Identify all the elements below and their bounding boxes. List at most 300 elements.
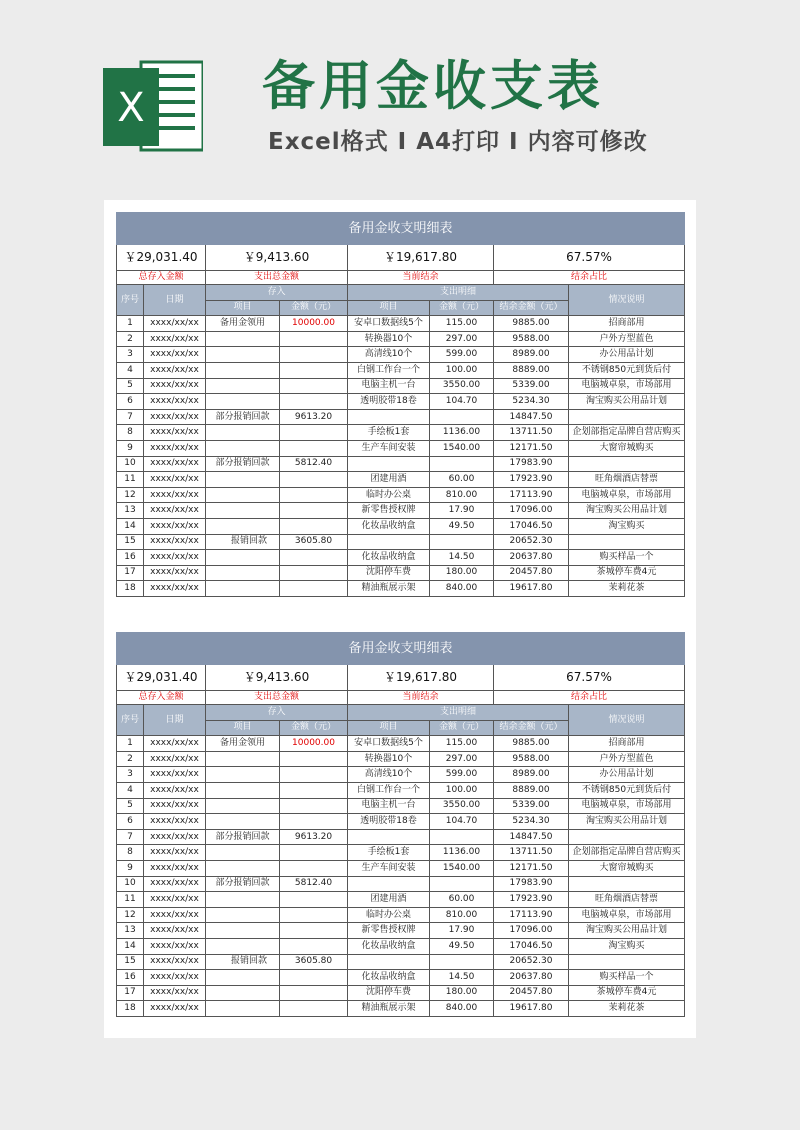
balance-amount: 20637.80 xyxy=(494,970,569,986)
deposit-amount xyxy=(280,472,348,488)
row-index: 13 xyxy=(117,923,144,939)
deposit-amount xyxy=(280,892,348,908)
deposit-item xyxy=(206,782,280,798)
balance-amount: 17113.90 xyxy=(494,487,569,503)
header-deposit-item: 项目 xyxy=(206,720,280,736)
deposit-item: 报销回款 xyxy=(206,954,280,970)
expense-amount: 180.00 xyxy=(430,565,494,581)
expense-amount: 60.00 xyxy=(430,472,494,488)
note xyxy=(569,409,685,425)
row-date: xxxx/xx/xx xyxy=(144,954,206,970)
balance-amount: 17113.90 xyxy=(494,907,569,923)
deposit-item xyxy=(206,581,280,597)
row-date: xxxx/xx/xx xyxy=(144,938,206,954)
excel-logo-icon xyxy=(103,60,203,152)
row-date: xxxx/xx/xx xyxy=(144,829,206,845)
balance-amount: 17046.50 xyxy=(494,938,569,954)
deposit-amount xyxy=(280,362,348,378)
note: 户外方型蓝色 xyxy=(569,751,685,767)
balance-amount: 13711.50 xyxy=(494,845,569,861)
table-row xyxy=(117,425,685,441)
expense-item: 化妆品收纳盒 xyxy=(348,938,430,954)
deposit-item xyxy=(206,503,280,519)
note: 淘宝购买 xyxy=(569,938,685,954)
deposit-amount xyxy=(280,487,348,503)
expense-item: 转换器10个 xyxy=(348,331,430,347)
header-balance: 结余金额（元） xyxy=(494,720,569,736)
balance-amount: 9588.00 xyxy=(494,331,569,347)
table-row xyxy=(117,518,685,534)
expense-amount: 115.00 xyxy=(430,316,494,332)
expense-amount xyxy=(430,829,494,845)
table-row xyxy=(117,767,685,783)
expense-item: 安卓口数据线5个 xyxy=(348,736,430,752)
deposit-amount xyxy=(280,923,348,939)
balance-amount: 20457.80 xyxy=(494,985,569,1001)
table-row xyxy=(117,798,685,814)
note: 户外方型蓝色 xyxy=(569,331,685,347)
deposit-amount xyxy=(280,767,348,783)
balance-amount: 8889.00 xyxy=(494,362,569,378)
balance-amount: 5234.30 xyxy=(494,394,569,410)
expense-amount: 3550.00 xyxy=(430,378,494,394)
row-date: xxxx/xx/xx xyxy=(144,503,206,519)
header-expense-item: 项目 xyxy=(348,720,430,736)
deposit-amount: 3605.80 xyxy=(280,954,348,970)
balance-amount: 5339.00 xyxy=(494,798,569,814)
note: 购买样品一个 xyxy=(569,550,685,566)
row-index: 8 xyxy=(117,425,144,441)
table-row xyxy=(117,487,685,503)
table-row xyxy=(117,782,685,798)
row-index: 7 xyxy=(117,409,144,425)
table-row xyxy=(117,581,685,597)
row-index: 3 xyxy=(117,347,144,363)
header-deposit: 存入 xyxy=(206,705,348,721)
expense-item xyxy=(348,456,430,472)
table-row xyxy=(117,378,685,394)
row-index: 9 xyxy=(117,860,144,876)
deposit-amount xyxy=(280,970,348,986)
note: 茶城停车费4元 xyxy=(569,985,685,1001)
deposit-amount xyxy=(280,581,348,597)
row-date: xxxx/xx/xx xyxy=(144,814,206,830)
note: 淘宝购买公用品计划 xyxy=(569,814,685,830)
table-body xyxy=(117,316,685,597)
balance-amount: 8889.00 xyxy=(494,782,569,798)
balance-amount: 19617.80 xyxy=(494,581,569,597)
deposit-amount xyxy=(280,860,348,876)
deposit-amount xyxy=(280,331,348,347)
current-balance-value: ￥19,617.80 xyxy=(348,245,494,271)
row-date: xxxx/xx/xx xyxy=(144,907,206,923)
deposit-item: 部分报销回款 xyxy=(206,456,280,472)
expense-amount: 49.50 xyxy=(430,938,494,954)
row-date: xxxx/xx/xx xyxy=(144,565,206,581)
deposit-item xyxy=(206,860,280,876)
note: 招商部用 xyxy=(569,736,685,752)
row-index: 12 xyxy=(117,907,144,923)
expense-amount: 1540.00 xyxy=(430,860,494,876)
row-date: xxxx/xx/xx xyxy=(144,751,206,767)
balance-ratio-label: 结余占比 xyxy=(494,271,685,285)
note: 淘宝购买公用品计划 xyxy=(569,394,685,410)
deposit-amount xyxy=(280,347,348,363)
table-row xyxy=(117,736,685,752)
logo-letter: X xyxy=(117,85,145,131)
deposit-item xyxy=(206,798,280,814)
deposit-amount: 5812.40 xyxy=(280,876,348,892)
deposit-amount: 10000.00 xyxy=(280,316,348,332)
expense-amount: 17.90 xyxy=(430,923,494,939)
deposit-amount xyxy=(280,394,348,410)
page-header xyxy=(0,0,800,200)
balance-amount: 17046.50 xyxy=(494,518,569,534)
expense-amount: 14.50 xyxy=(430,970,494,986)
note: 旺角烟酒店替票 xyxy=(569,472,685,488)
deposit-item xyxy=(206,938,280,954)
row-date: xxxx/xx/xx xyxy=(144,409,206,425)
balance-amount: 9885.00 xyxy=(494,316,569,332)
row-date: xxxx/xx/xx xyxy=(144,767,206,783)
expense-amount xyxy=(430,876,494,892)
balance-amount: 9885.00 xyxy=(494,736,569,752)
deposit-amount xyxy=(280,907,348,923)
expense-amount: 60.00 xyxy=(430,892,494,908)
total-expense-value: ￥9,413.60 xyxy=(206,665,348,691)
petty-cash-table xyxy=(116,632,685,1017)
row-date: xxxx/xx/xx xyxy=(144,550,206,566)
note: 不锈钢850元到货后付 xyxy=(569,782,685,798)
balance-amount: 17983.90 xyxy=(494,456,569,472)
expense-amount: 100.00 xyxy=(430,782,494,798)
table-row xyxy=(117,829,685,845)
note: 茉莉花茶 xyxy=(569,1001,685,1017)
expense-amount: 3550.00 xyxy=(430,798,494,814)
balance-amount: 14847.50 xyxy=(494,409,569,425)
deposit-amount xyxy=(280,503,348,519)
expense-amount: 115.00 xyxy=(430,736,494,752)
row-date: xxxx/xx/xx xyxy=(144,394,206,410)
expense-item: 白钢工作台一个 xyxy=(348,782,430,798)
expense-item: 白钢工作台一个 xyxy=(348,362,430,378)
note xyxy=(569,954,685,970)
row-date: xxxx/xx/xx xyxy=(144,985,206,1001)
table-row xyxy=(117,316,685,332)
balance-amount: 9588.00 xyxy=(494,751,569,767)
balance-amount: 8989.00 xyxy=(494,767,569,783)
header-deposit-amount: 金额（元） xyxy=(280,300,348,316)
row-date: xxxx/xx/xx xyxy=(144,845,206,861)
expense-item: 团建用酒 xyxy=(348,892,430,908)
row-date: xxxx/xx/xx xyxy=(144,798,206,814)
row-index: 6 xyxy=(117,814,144,830)
balance-amount: 5339.00 xyxy=(494,378,569,394)
expense-amount: 49.50 xyxy=(430,518,494,534)
deposit-amount xyxy=(280,782,348,798)
total-deposit-value: ￥29,031.40 xyxy=(117,245,206,271)
expense-item: 手绘板1套 xyxy=(348,845,430,861)
note: 大窗帘城购买 xyxy=(569,440,685,456)
expense-item: 高清线10个 xyxy=(348,767,430,783)
row-date: xxxx/xx/xx xyxy=(144,316,206,332)
note: 购买样品一个 xyxy=(569,970,685,986)
expense-item: 安卓口数据线5个 xyxy=(348,316,430,332)
expense-amount: 599.00 xyxy=(430,347,494,363)
deposit-item xyxy=(206,394,280,410)
deposit-item xyxy=(206,970,280,986)
row-date: xxxx/xx/xx xyxy=(144,970,206,986)
expense-amount: 840.00 xyxy=(430,1001,494,1017)
total-expense-label: 支出总金额 xyxy=(206,691,348,705)
table-row xyxy=(117,907,685,923)
expense-amount: 1136.00 xyxy=(430,845,494,861)
header-index: 序号 xyxy=(117,285,144,316)
deposit-item xyxy=(206,487,280,503)
expense-amount: 297.00 xyxy=(430,331,494,347)
row-index: 8 xyxy=(117,845,144,861)
header-date: 日期 xyxy=(144,705,206,736)
expense-item: 新零售授权牌 xyxy=(348,923,430,939)
header-note: 情况说明 xyxy=(569,705,685,736)
table-row xyxy=(117,954,685,970)
expense-amount xyxy=(430,409,494,425)
deposit-amount xyxy=(280,814,348,830)
expense-item: 转换器10个 xyxy=(348,751,430,767)
deposit-amount xyxy=(280,550,348,566)
header-note: 情况说明 xyxy=(569,285,685,316)
note: 招商部用 xyxy=(569,316,685,332)
deposit-amount xyxy=(280,845,348,861)
row-date: xxxx/xx/xx xyxy=(144,440,206,456)
table-row xyxy=(117,503,685,519)
table-title: 备用金收支明细表 xyxy=(117,213,685,245)
row-index: 15 xyxy=(117,534,144,550)
table-row xyxy=(117,456,685,472)
balance-amount: 20652.30 xyxy=(494,954,569,970)
expense-item: 化妆品收纳盒 xyxy=(348,550,430,566)
expense-amount: 100.00 xyxy=(430,362,494,378)
expense-item: 生产车间安装 xyxy=(348,860,430,876)
row-index: 1 xyxy=(117,316,144,332)
balance-amount: 12171.50 xyxy=(494,860,569,876)
note: 大窗帘城购买 xyxy=(569,860,685,876)
row-index: 1 xyxy=(117,736,144,752)
balance-amount: 5234.30 xyxy=(494,814,569,830)
expense-amount: 810.00 xyxy=(430,487,494,503)
expense-item: 沈阳停车费 xyxy=(348,985,430,1001)
current-balance-label: 当前结余 xyxy=(348,271,494,285)
row-index: 2 xyxy=(117,331,144,347)
header-expense-item: 项目 xyxy=(348,300,430,316)
expense-item xyxy=(348,829,430,845)
deposit-amount: 9613.20 xyxy=(280,409,348,425)
note: 办公用品计划 xyxy=(569,347,685,363)
note: 淘宝购买公用品计划 xyxy=(569,923,685,939)
deposit-amount: 10000.00 xyxy=(280,736,348,752)
balance-ratio-value: 67.57% xyxy=(494,245,685,271)
balance-amount: 20637.80 xyxy=(494,550,569,566)
total-expense-value: ￥9,413.60 xyxy=(206,245,348,271)
note: 茉莉花茶 xyxy=(569,581,685,597)
deposit-amount xyxy=(280,798,348,814)
deposit-item xyxy=(206,814,280,830)
table-row xyxy=(117,814,685,830)
note: 旺角烟酒店替票 xyxy=(569,892,685,908)
expense-amount: 840.00 xyxy=(430,581,494,597)
table-row xyxy=(117,331,685,347)
balance-amount: 12171.50 xyxy=(494,440,569,456)
balance-amount: 19617.80 xyxy=(494,1001,569,1017)
expense-amount: 1136.00 xyxy=(430,425,494,441)
header-expense-amount: 金额（元） xyxy=(430,300,494,316)
table-row xyxy=(117,1001,685,1017)
expense-item: 手绘板1套 xyxy=(348,425,430,441)
table-row xyxy=(117,985,685,1001)
deposit-amount: 5812.40 xyxy=(280,456,348,472)
expense-item: 临时办公桌 xyxy=(348,907,430,923)
row-index: 12 xyxy=(117,487,144,503)
table-row xyxy=(117,892,685,908)
row-date: xxxx/xx/xx xyxy=(144,331,206,347)
expense-amount: 599.00 xyxy=(430,767,494,783)
table-row xyxy=(117,876,685,892)
balance-amount: 20652.30 xyxy=(494,534,569,550)
table-row xyxy=(117,565,685,581)
row-date: xxxx/xx/xx xyxy=(144,518,206,534)
balance-amount: 17096.00 xyxy=(494,923,569,939)
row-date: xxxx/xx/xx xyxy=(144,923,206,939)
row-date: xxxx/xx/xx xyxy=(144,860,206,876)
deposit-amount: 3605.80 xyxy=(280,534,348,550)
balance-ratio-label: 结余占比 xyxy=(494,691,685,705)
balance-amount: 8989.00 xyxy=(494,347,569,363)
note: 电脑城卓泉，市场部用 xyxy=(569,487,685,503)
note: 企划部指定品牌自营店购买 xyxy=(569,425,685,441)
table-row xyxy=(117,534,685,550)
deposit-item xyxy=(206,907,280,923)
row-index: 10 xyxy=(117,876,144,892)
row-index: 15 xyxy=(117,954,144,970)
deposit-item xyxy=(206,331,280,347)
row-index: 17 xyxy=(117,985,144,1001)
row-date: xxxx/xx/xx xyxy=(144,487,206,503)
row-index: 11 xyxy=(117,472,144,488)
table-row xyxy=(117,845,685,861)
expense-item: 电脑主机一台 xyxy=(348,378,430,394)
row-date: xxxx/xx/xx xyxy=(144,736,206,752)
row-date: xxxx/xx/xx xyxy=(144,378,206,394)
expense-item: 新零售授权牌 xyxy=(348,503,430,519)
table-row xyxy=(117,860,685,876)
table-row xyxy=(117,751,685,767)
table-body xyxy=(117,736,685,1017)
deposit-amount: 9613.20 xyxy=(280,829,348,845)
table-row xyxy=(117,938,685,954)
row-index: 17 xyxy=(117,565,144,581)
row-index: 6 xyxy=(117,394,144,410)
expense-amount: 297.00 xyxy=(430,751,494,767)
deposit-item xyxy=(206,1001,280,1017)
balance-ratio-value: 67.57% xyxy=(494,665,685,691)
row-index: 14 xyxy=(117,938,144,954)
note: 茶城停车费4元 xyxy=(569,565,685,581)
deposit-item xyxy=(206,362,280,378)
expense-item: 透明胶带18卷 xyxy=(348,394,430,410)
expense-item: 精油瓶展示架 xyxy=(348,581,430,597)
note: 淘宝购买公用品计划 xyxy=(569,503,685,519)
table-row xyxy=(117,409,685,425)
table-row xyxy=(117,440,685,456)
deposit-amount xyxy=(280,440,348,456)
balance-amount: 13711.50 xyxy=(494,425,569,441)
balance-amount: 17923.90 xyxy=(494,472,569,488)
table-row xyxy=(117,923,685,939)
deposit-amount xyxy=(280,565,348,581)
expense-item: 透明胶带18卷 xyxy=(348,814,430,830)
expense-item: 临时办公桌 xyxy=(348,487,430,503)
deposit-item xyxy=(206,845,280,861)
deposit-item xyxy=(206,518,280,534)
total-expense-label: 支出总金额 xyxy=(206,271,348,285)
row-index: 4 xyxy=(117,782,144,798)
row-index: 16 xyxy=(117,550,144,566)
note: 电脑城卓泉，市场部用 xyxy=(569,378,685,394)
note: 淘宝购买 xyxy=(569,518,685,534)
row-index: 7 xyxy=(117,829,144,845)
note: 电脑城卓泉，市场部用 xyxy=(569,907,685,923)
expense-amount: 14.50 xyxy=(430,550,494,566)
expense-item xyxy=(348,954,430,970)
table-row xyxy=(117,970,685,986)
deposit-item: 备用金领用 xyxy=(206,316,280,332)
balance-amount: 20457.80 xyxy=(494,565,569,581)
row-date: xxxx/xx/xx xyxy=(144,425,206,441)
deposit-amount xyxy=(280,938,348,954)
row-index: 5 xyxy=(117,798,144,814)
row-index: 4 xyxy=(117,362,144,378)
expense-amount: 180.00 xyxy=(430,985,494,1001)
expense-item xyxy=(348,409,430,425)
note xyxy=(569,876,685,892)
deposit-amount xyxy=(280,751,348,767)
row-date: xxxx/xx/xx xyxy=(144,581,206,597)
expense-amount xyxy=(430,456,494,472)
row-index: 3 xyxy=(117,767,144,783)
expense-item: 高清线10个 xyxy=(348,347,430,363)
deposit-amount xyxy=(280,1001,348,1017)
page-subtitle: Excel格式 I A4打印 I 内容可修改 xyxy=(268,129,648,155)
deposit-item xyxy=(206,985,280,1001)
table-row xyxy=(117,347,685,363)
note: 不锈钢850元到货后付 xyxy=(569,362,685,378)
row-date: xxxx/xx/xx xyxy=(144,362,206,378)
deposit-item xyxy=(206,892,280,908)
row-index: 16 xyxy=(117,970,144,986)
deposit-item xyxy=(206,440,280,456)
deposit-item: 部分报销回款 xyxy=(206,829,280,845)
total-deposit-label: 总存入金额 xyxy=(117,691,206,705)
balance-amount: 17983.90 xyxy=(494,876,569,892)
header-deposit: 存入 xyxy=(206,285,348,301)
row-date: xxxx/xx/xx xyxy=(144,892,206,908)
row-date: xxxx/xx/xx xyxy=(144,876,206,892)
balance-amount: 17923.90 xyxy=(494,892,569,908)
table-row xyxy=(117,472,685,488)
header-deposit-amount: 金额（元） xyxy=(280,720,348,736)
row-date: xxxx/xx/xx xyxy=(144,1001,206,1017)
row-index: 9 xyxy=(117,440,144,456)
